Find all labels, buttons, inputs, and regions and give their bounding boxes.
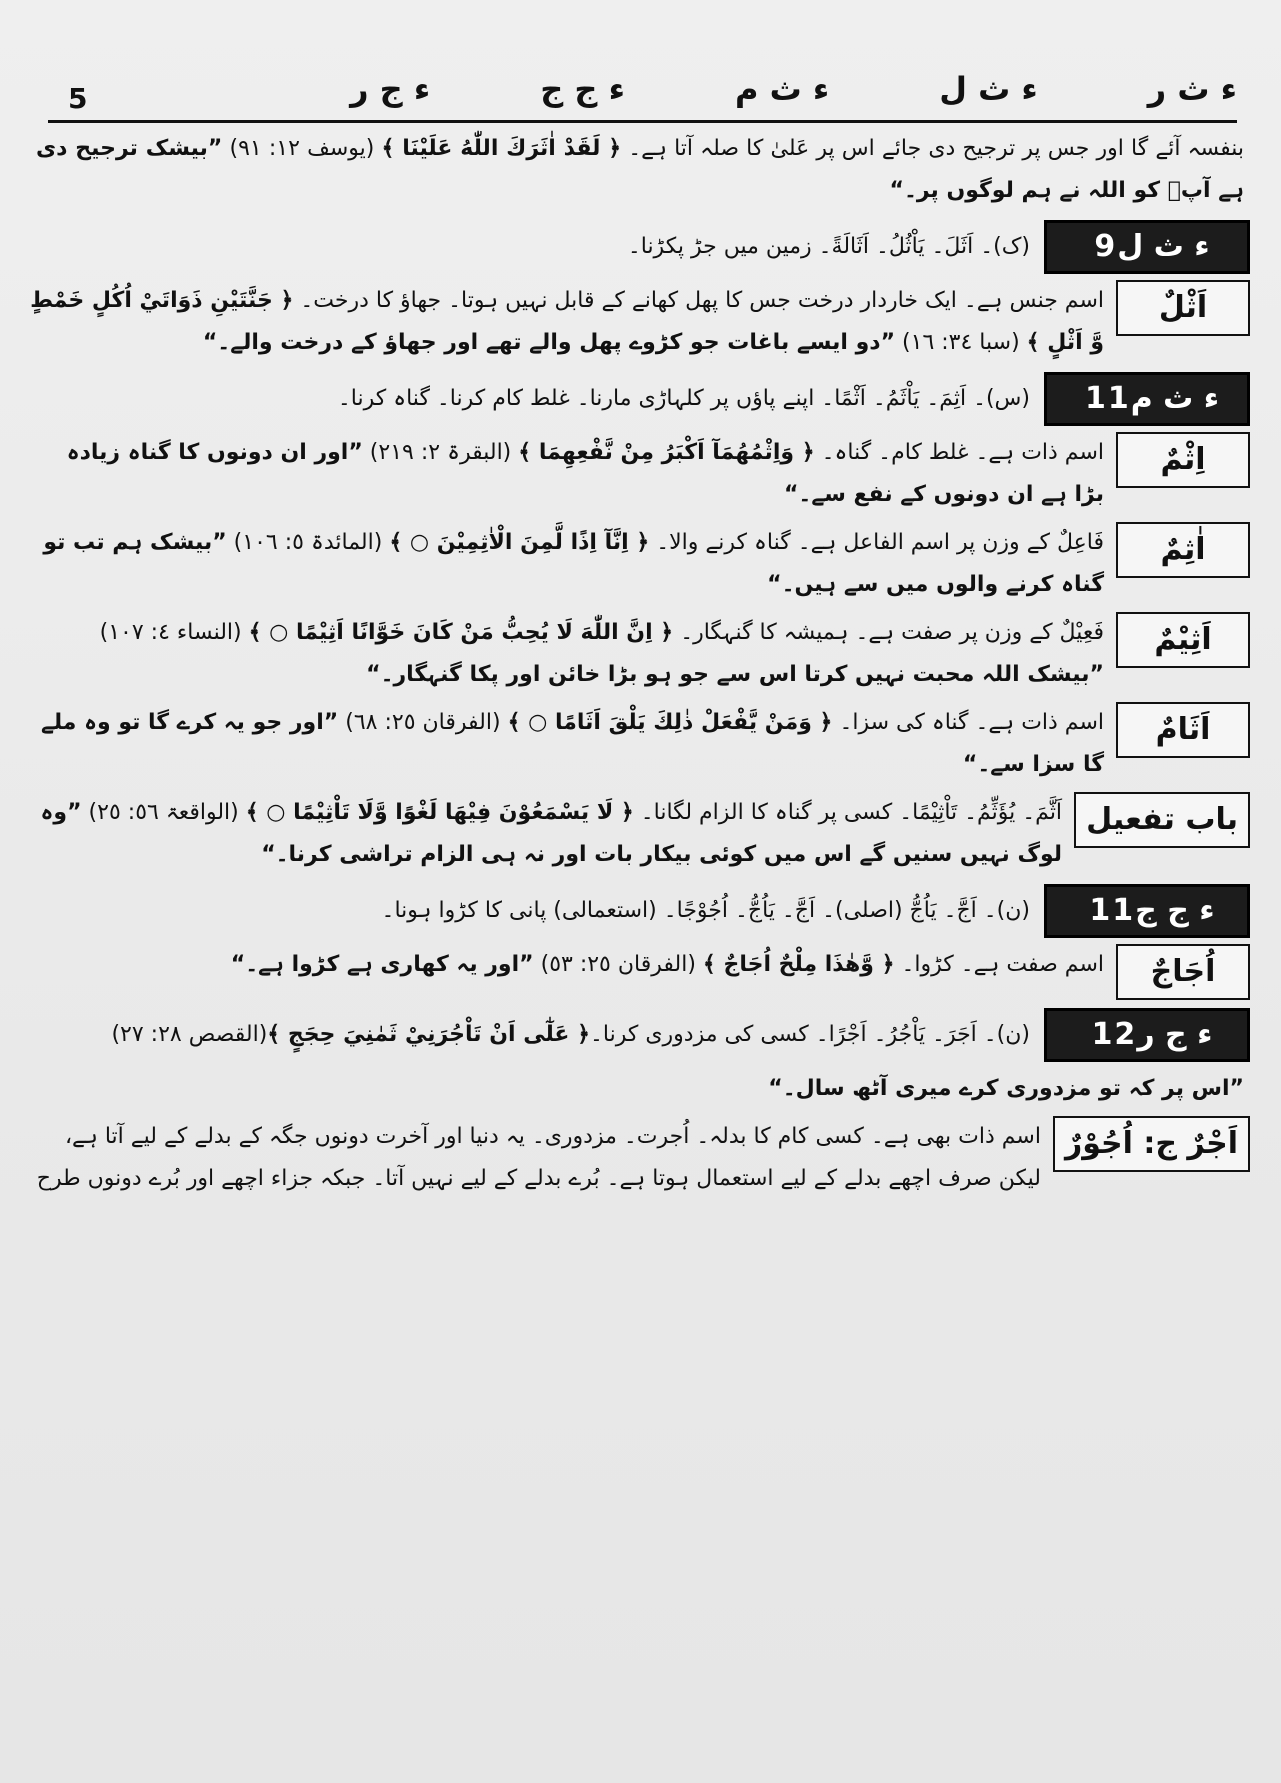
entry-text <box>30 522 1104 606</box>
root-number: 12 <box>1091 1017 1138 1052</box>
entry-definition: اسم ذات ہے۔ غلط کام۔ گناہ۔ <box>821 440 1104 465</box>
root-letters: ء ج ج <box>1135 893 1215 928</box>
header-roots <box>240 70 1237 108</box>
entry-text <box>30 702 1104 786</box>
entry-text <box>30 792 1062 876</box>
quran-ref: (سبا ٣٤: ١٦) <box>902 330 1020 355</box>
translation: ”اور یہ کھاری ہے کڑوا ہے۔“ <box>230 952 534 977</box>
translation: ”بیشک ہم تب تو گناہ کرنے والوں میں سے ہیں۔“ <box>43 530 1104 597</box>
quran-quote: ﴿ وَّهٰذَا مِلْحٌ اُجَاجٌ ﴾ <box>702 952 895 977</box>
root-number: 11 <box>1089 893 1136 928</box>
root-definition: (س)۔ اَثِمَ۔ یَاْثَمُ۔ اَثْمًا۔ اپنے پاؤں پر کلہاڑی مارنا۔ غلط کام کرنا۔ گناہ کرنا۔ <box>337 386 1030 411</box>
headword: اِثْمٌ <box>1116 432 1250 488</box>
word-entry <box>30 612 1250 696</box>
quran-ref: (القصص ٢٨: ٢٧) <box>111 1022 268 1047</box>
translation: ”بیشک اللہ محبت نہیں کرتا اس سے جو ہو بڑا خائن اور پکا گنہگار۔“ <box>366 662 1104 687</box>
word-entry <box>30 522 1250 606</box>
entry-definition: اسم صفت ہے۔ کڑوا۔ <box>901 952 1104 977</box>
entry-text <box>30 280 1104 364</box>
root-definition: (ن)۔ اَجَرَ۔ یَاْجُرُ۔ اَجْرًا۔ کسی کی مزدوری کرنا۔ <box>590 1022 1030 1047</box>
translation: ”اور ان دونوں کا گناہ زیادہ بڑا ہے ان دونوں کے نفع سے۔“ <box>66 440 1104 507</box>
root-definition: (ک)۔ اَثَلَ۔ یَاْثُلُ۔ اَثَالَةً۔ زمین میں جڑ پکڑنا۔ <box>627 234 1030 259</box>
root-heading <box>30 1008 1250 1062</box>
translation: ”وہ لوگ نہیں سنیں گے اس میں کوئی بیکار بات اور نہ ہی الزام تراشی کرنا۔“ <box>40 800 1063 867</box>
quran-quote: ﴿ جَنَّتَيْنِ ذَوَاتَيْ اُكُلٍ خَمْطٍ وَّ اَثْلٍ ﴾ <box>30 288 1104 355</box>
headword: اَثْلٌ <box>1116 280 1250 336</box>
quran-quote: ﴿ لَقَدْ اٰثَرَكَ اللّٰهُ عَلَيْنَا ﴾ <box>381 136 622 161</box>
page-content <box>30 128 1250 1206</box>
entry-text <box>30 612 1104 696</box>
word-entry <box>30 432 1250 516</box>
intro-text: بنفسہ آئے گا اور جس پر ترجیح دی جائے اس پر عَلیٰ کا صلہ آتا ہے۔ <box>628 136 1245 161</box>
headword: اُجَاجٌ <box>1116 944 1250 1000</box>
root-heading <box>30 220 1250 274</box>
root-letters: ء ث م <box>1130 381 1220 416</box>
quran-ref: (البقرۃ ٢: ٢١٩) <box>369 440 512 465</box>
quran-ref: (الواقعۃ ٥٦: ٢٥) <box>88 800 239 825</box>
intro-paragraph <box>30 128 1250 212</box>
translation-line <box>30 1068 1250 1110</box>
quran-ref: (الفرقان ٢٥: ٦٨) <box>345 710 501 735</box>
word-entry <box>30 944 1250 1000</box>
entry-text <box>30 944 1104 986</box>
entry-definition: اسم ذات بھی ہے۔ کسی کام کا بدلہ۔ اُجرت۔ مزدوری۔ یہ دنیا اور آخرت دونوں جگہ کے بدلے کے لیے آتا ہے، لیکن صرف اچھے بدلے کے لیے استعمال ہوتا ہے۔ بُرے بدلے کے لیے نہیں آتا۔ جبکہ جزاء اچھے اور بُرے دونوں طرح <box>36 1124 1041 1191</box>
header-root: ء ج ج <box>540 70 625 108</box>
headword: اٰثِمٌ <box>1116 522 1250 578</box>
root-letters: ء ج ر <box>1137 1017 1213 1052</box>
quran-quote: ﴿ اِنَّ اللّٰهَ لَا يُحِبُّ مَنْ كَانَ خَوَّانًا اَثِيْمًا ○ ﴾ <box>248 620 674 645</box>
word-entry <box>30 1116 1250 1200</box>
quran-ref: (المائدۃ ٥: ١٠٦) <box>233 530 383 555</box>
translation: ”دو ایسے باغات جو کڑوے پھل والے تھے اور جھاؤ کے درخت والے۔“ <box>202 330 896 355</box>
quran-quote: ﴿ عَلٰٓى اَنْ تَاْجُرَنِيْ ثَمٰنِيَ حِجَجٍ ﴾ <box>267 1022 591 1047</box>
page-header <box>48 68 1237 123</box>
header-root: ء ث م <box>734 70 830 108</box>
word-entry <box>30 280 1250 364</box>
root-number: 11 <box>1084 381 1131 416</box>
headword: اَجْرٌ ج: اُجُوْرٌ <box>1053 1116 1250 1172</box>
entry-definition: فَاعِلٌ کے وزن پر اسم الفاعل ہے۔ گناہ کرنے والا۔ <box>656 530 1104 555</box>
quran-ref: (یوسف ١٢: ٩١) <box>229 136 375 161</box>
quran-quote: ﴿ وَمَنْ يَّفْعَلْ ذٰلِكَ يَلْقَ اَثَامًا ○ ﴾ <box>507 710 833 735</box>
header-root: ء ج ر <box>350 70 431 108</box>
root-label <box>1044 220 1250 274</box>
headword: اَثَامٌ <box>1116 702 1250 758</box>
root-number: 9 <box>1094 229 1118 264</box>
root-label <box>1044 1008 1250 1062</box>
entry-text <box>30 432 1104 516</box>
quran-ref: (النساء ٤: ١٠٧) <box>99 620 242 645</box>
quran-quote: ﴿ وَاِثْمُهُمَآ اَكْبَرُ مِنْ نَّفْعِهِمَا ﴾ <box>518 440 815 465</box>
root-heading <box>30 372 1250 426</box>
word-entry <box>30 702 1250 786</box>
root-letters: ء ث ل <box>1117 229 1210 264</box>
translation: ”بیشک ترجیح دی ہے آپؑ کو اللہ نے ہم لوگوں پر۔“ <box>36 136 1244 203</box>
headword: باب تفعیل <box>1074 792 1250 848</box>
entry-definition: اسم ذات ہے۔ گناہ کی سزا۔ <box>839 710 1104 735</box>
root-label <box>1044 372 1250 426</box>
translation: ”اس پر کہ تو مزدوری کرے میری آٹھ سال۔“ <box>768 1076 1244 1101</box>
header-root: ء ث ر <box>1147 70 1237 108</box>
entry-definition: فَعِيْلٌ کے وزن پر صفت ہے۔ ہمیشہ کا گنہگار۔ <box>680 620 1104 645</box>
header-root: ء ث ل <box>939 70 1038 108</box>
quran-quote: ﴿ اِنَّآ اِذًا لَّمِنَ الْاٰثِمِيْنَ ○ ﴾ <box>389 530 650 555</box>
root-label <box>1044 884 1250 938</box>
entry-text <box>30 1116 1041 1200</box>
root-heading <box>30 884 1250 938</box>
page-number: 5 <box>68 82 88 115</box>
word-entry <box>30 792 1250 876</box>
quran-quote: ﴿ لَا يَسْمَعُوْنَ فِيْهَا لَغْوًا وَّلَا تَاْثِيْمًا ○ ﴾ <box>245 800 634 825</box>
translation: ”اور جو یہ کرے گا تو وہ ملے گا سزا سے۔“ <box>40 710 1104 777</box>
root-definition: (ن)۔ اَجَّ۔ یَاُجُّ (اصلی)۔ اَجَّ۔ یَاُجُّ۔ اُجُوْجًا۔ (استعمالی) پانی کا کڑوا ہونا۔ <box>381 898 1030 923</box>
entry-definition: اَثَّمَ۔ یُؤَثِّمُ۔ تَاْثِيْمًا۔ کسی پر گناہ کا الزام لگانا۔ <box>640 800 1063 825</box>
headword: اَثِيْمٌ <box>1116 612 1250 668</box>
quran-ref: (الفرقان ٢٥: ٥٣) <box>540 952 696 977</box>
entry-definition: اسم جنس ہے۔ ایک خاردار درخت جس کا پھل کھانے کے قابل نہیں ہوتا۔ جھاؤ کا درخت۔ <box>300 288 1104 313</box>
